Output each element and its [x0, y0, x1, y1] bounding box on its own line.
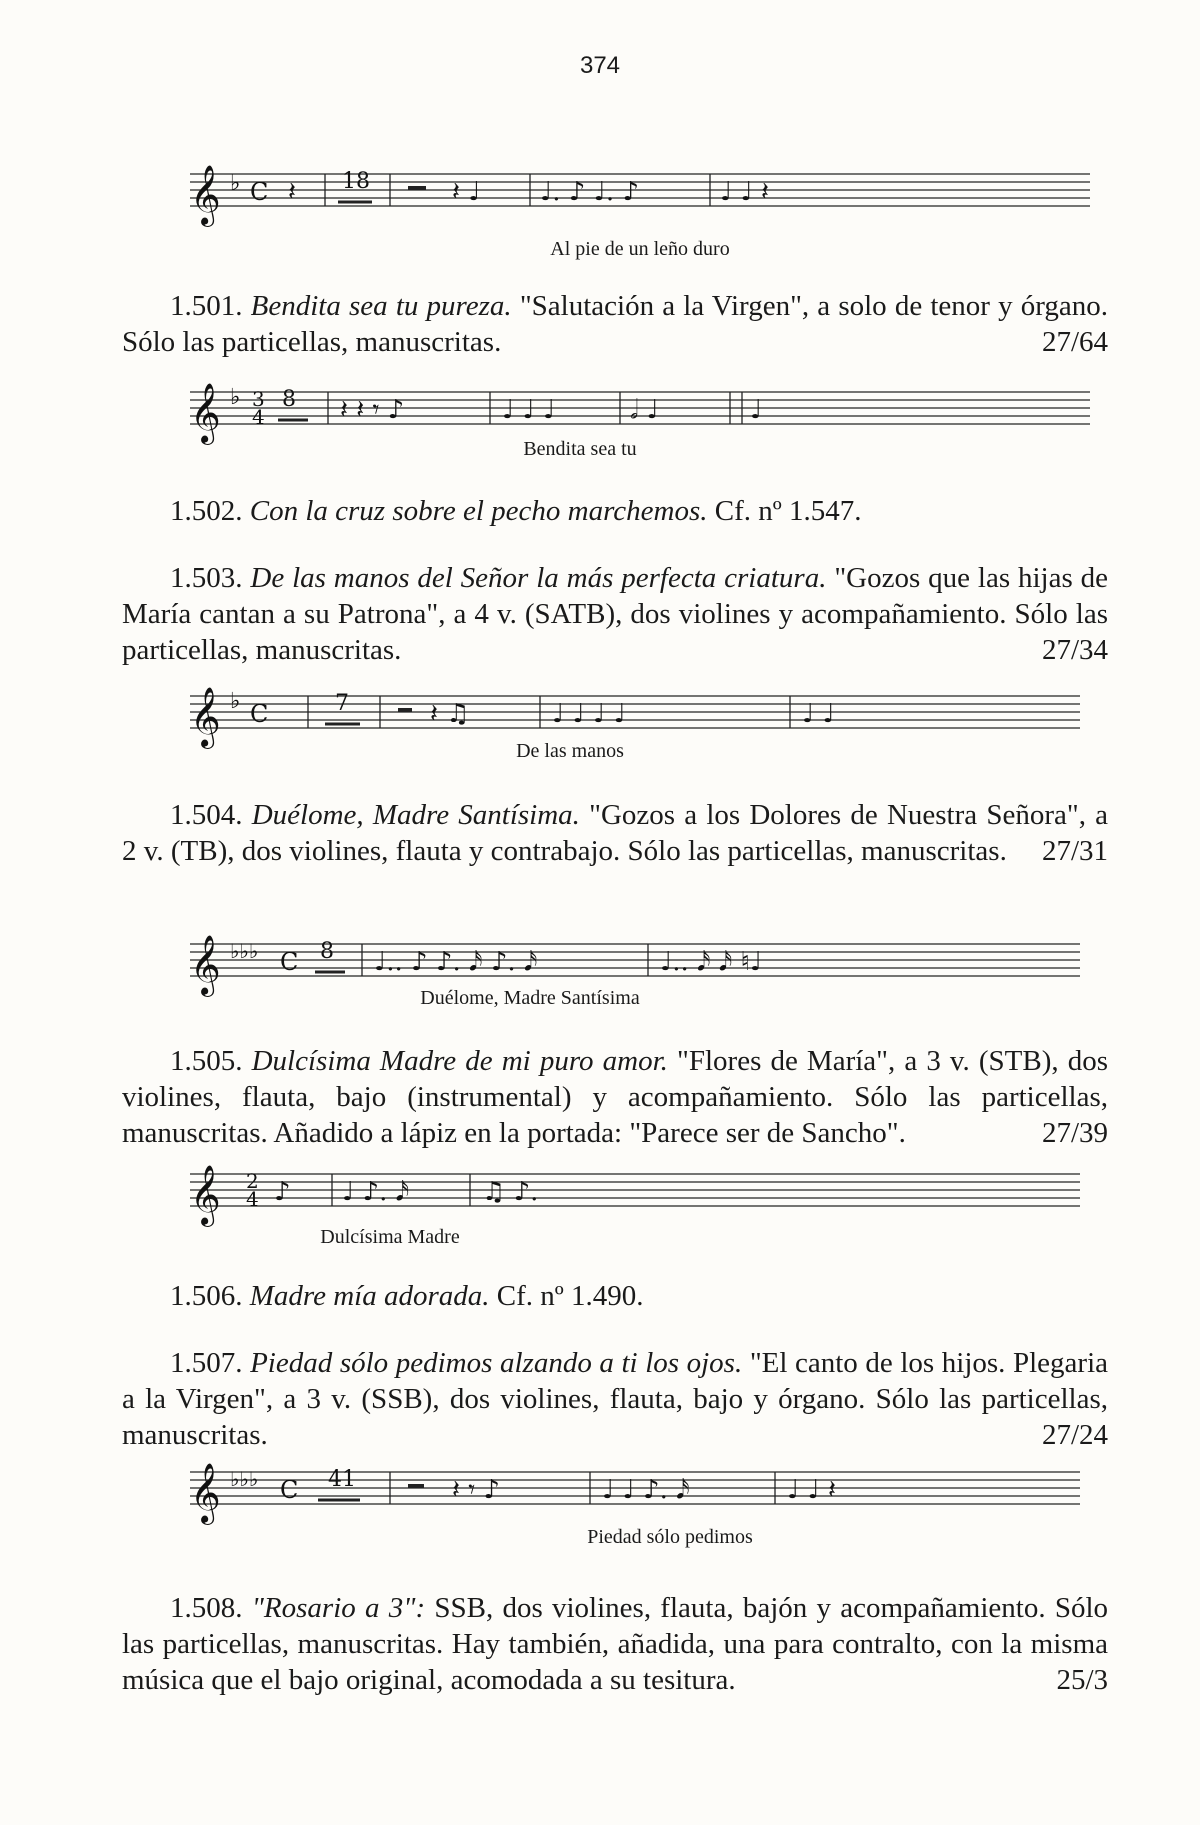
svg-text:♩: ♩: [750, 395, 763, 425]
svg-text:♫ ♪.: ♫ ♪.: [482, 1177, 539, 1207]
incipit-label: Duélome, Madre Santísima: [420, 987, 640, 1009]
incipit-label: Dulcísima Madre: [320, 1226, 460, 1248]
svg-text:♩ ♩: ♩ ♩: [802, 699, 835, 729]
rest-count: 18: [342, 169, 370, 194]
svg-text:♩.. ♪ ♪. 𝅘𝅥𝅯 ♪. 𝅘𝅥𝅯: ♩.. ♪ ♪. 𝅘𝅥𝅯 ♪. 𝅘𝅥𝅯: [374, 947, 538, 977]
catalog-entry: 1.507. Piedad sólo pedimos alzando a ti los ojos. "El canto de los hijos. Plegaria a la Virgen", a 3 v. (SSB), dos violines, flauta, bajo y órgano. Sólo las particellas, manuscritas. 27/24: [122, 1347, 1109, 1451]
meter: C: [250, 178, 269, 206]
meter-bottom: 4: [246, 1187, 259, 1211]
catalog-entry: 1.506. Madre mía adorada. Cf. nº 1.490.: [170, 1280, 644, 1312]
svg-text:𝄽 ♫: 𝄽 ♫: [430, 699, 470, 729]
incipit-label: Bendita sea tu: [523, 438, 637, 460]
rest-count: 7: [335, 691, 349, 716]
catalog-entry: 1.504. Duélome, Madre Santísima. "Gozos a los Dolores de Nuestra Señora", a 2 v. (TB), dos violines, flauta y contrabajo. Sólo las particellas, manuscritas. 27/31: [122, 799, 1109, 867]
meter: C: [280, 948, 299, 976]
key-signature: ♭♭♭: [230, 939, 259, 963]
svg-text:♩. ♪ ♩. ♪: ♩. ♪ ♩. ♪: [540, 177, 640, 207]
incipit-label: Al pie de un leño duro: [550, 238, 730, 260]
catalog-entry: 1.505. Dulcísima Madre de mi puro amor. "Flores de María", a 3 v. (STB), dos violines, flauta, bajo (instrumental) y acompañamiento. Sólo las particellas, manuscritas. Añadido a lápiz en la portada: "Parece ser de Sancho". 27/39: [122, 1045, 1109, 1149]
meter-top: 3: [252, 387, 265, 411]
rest-count: 8: [282, 387, 296, 412]
treble-clef-icon: 𝄞: [190, 1463, 221, 1523]
meter-bottom: 4: [252, 405, 265, 429]
svg-text:𝄽 𝄽 𝄾 ♪: 𝄽 𝄽 𝄾 ♪: [340, 395, 405, 425]
treble-clef-icon: 𝄞: [190, 687, 221, 747]
key-signature: ♭♭♭: [230, 1467, 259, 1491]
incipit-label: De las manos: [516, 740, 624, 762]
music-incipit-staff: [190, 1458, 1080, 1528]
svg-text:♩.. 𝅘𝅥𝅯 𝅘𝅥𝅯 ♮♩: ♩.. 𝅘𝅥𝅯 𝅘𝅥𝅯 ♮♩: [660, 947, 763, 977]
meter: C: [250, 700, 269, 728]
key-signature: ♭: [230, 689, 241, 714]
treble-clef-icon: 𝄞: [190, 935, 221, 995]
meter: C: [280, 1476, 299, 1504]
key-signature: ♭: [230, 171, 241, 196]
meter-top: 2: [246, 1169, 259, 1193]
svg-text:♩ ♩ 𝄽: ♩ ♩ 𝄽: [787, 1475, 837, 1505]
music-incipit-staff: [190, 1160, 1080, 1230]
svg-text:♩ ♩ ♩ ♩: ♩ ♩ ♩ ♩: [552, 699, 626, 729]
svg-text:♩ ♩ 𝄽: ♩ ♩ 𝄽: [720, 177, 770, 207]
svg-text:𝄽 ♩: 𝄽 ♩: [452, 177, 481, 207]
music-incipit-staff: [190, 160, 1090, 230]
treble-clef-icon: 𝄞: [190, 383, 221, 443]
catalog-entry: 1.502. Con la cruz sobre el pecho marchemos. Cf. nº 1.547.: [170, 495, 862, 527]
catalog-entry: 1.508. "Rosario a 3": SSB, dos violines, flauta, bajón y acompañamiento. Sólo las particellas, manuscritas. Hay también, añadida, una para contralto, con la misma música que el bajo original, acomodada a su tesitura. 25/3: [122, 1592, 1109, 1696]
incipit-label: Piedad sólo pedimos: [587, 1526, 753, 1548]
svg-text:𝄽: 𝄽: [288, 177, 296, 207]
treble-clef-icon: 𝄞: [190, 1165, 221, 1225]
rest-count: 8: [320, 939, 334, 964]
svg-text:♪: ♪: [274, 1177, 291, 1207]
svg-text:♩ ♪. 𝅘𝅥𝅯: ♩ ♪. 𝅘𝅥𝅯: [342, 1177, 410, 1207]
treble-clef-icon: 𝄞: [190, 165, 221, 225]
svg-text:♩ ♩ ♪. 𝅘𝅥𝅯: ♩ ♩ ♪. 𝅘𝅥𝅯: [602, 1475, 690, 1505]
catalog-entry: 1.503. De las manos del Señor la más perfecta criatura. "Gozos que las hijas de María cantan a su Patrona", a 4 v. (SATB), dos violines y acompañamiento. Sólo las particellas, manuscritas. 27/34: [122, 562, 1108, 666]
key-signature: ♭: [230, 385, 241, 410]
page-number: 374: [579, 52, 621, 79]
svg-text:𝅗𝅥 ♩: 𝅗𝅥 ♩: [630, 395, 659, 425]
catalog-entry: 1.501. Bendita sea tu pureza. "Salutación a la Virgen", a solo de tenor y órgano. Sólo las particellas, manuscritas. 27/64: [122, 290, 1109, 358]
rest-count: 41: [328, 1467, 356, 1492]
svg-text:𝄽 𝄾 ♪: 𝄽 𝄾 ♪: [452, 1475, 500, 1505]
svg-text:♩ ♩ ♩: ♩ ♩ ♩: [502, 395, 556, 425]
